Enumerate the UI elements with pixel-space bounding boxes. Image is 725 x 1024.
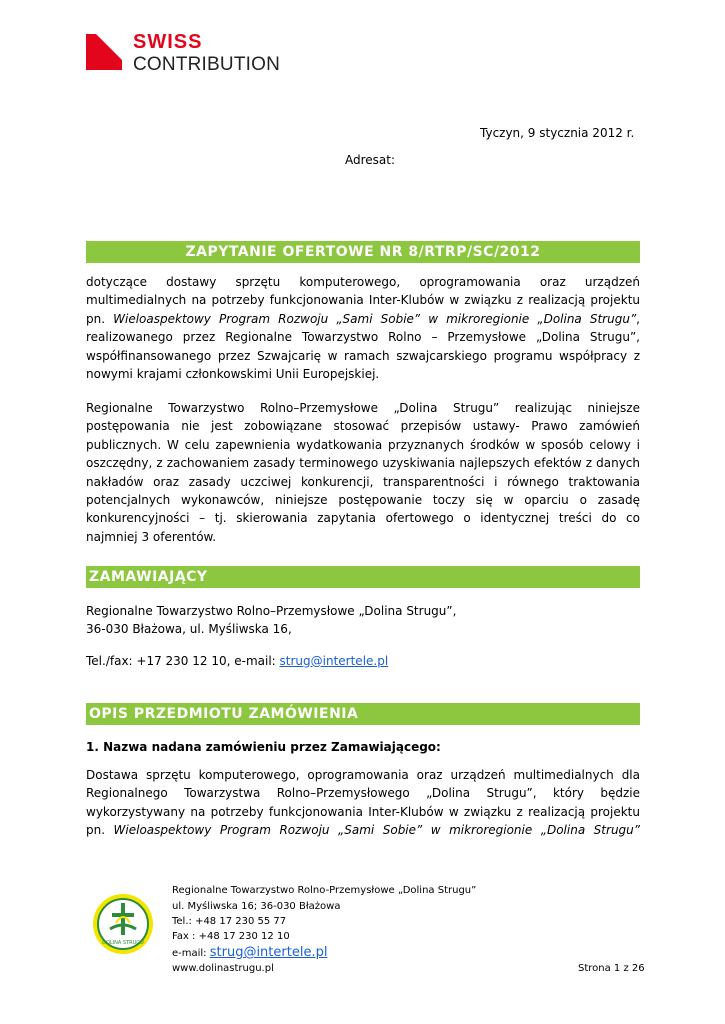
paragraph-line: pn. Wieloaspektowy Program Rozwoju „Sami Sobie” w mikroregionie „Dolina Strugu”,: [86, 311, 640, 326]
footer-email: e-mail: strug@intertele.pl: [172, 945, 328, 960]
dolina-strugu-seal-icon: [92, 893, 154, 955]
paragraph-line: multimedialnych na potrzeby funkcjonowania Inter-Klubów w związku z realizacją projektu: [86, 293, 640, 308]
swiss-contribution-logo-icon: [86, 34, 122, 70]
contracting-authority-details: [86, 602, 640, 670]
subheading-order-name: 1. Nazwa nadana zamówieniu przez Zamawiającego:: [86, 740, 441, 754]
section-heading-opis: OPIS PRZEDMIOTU ZAMÓWIENIA: [86, 703, 640, 725]
svg-text:DOLINA STRUGU: DOLINA STRUGU: [102, 940, 144, 946]
footer-website[interactable]: www.dolinastrugu.pl: [172, 963, 274, 974]
paragraph-line: współfinansowanego przez Szwajcarię w ramach szwajcarskiego programu współpracy z: [86, 348, 640, 363]
section-heading-zamawiajacy: ZAMAWIAJĄCY: [86, 566, 640, 588]
page-number: Strona 1 z 26: [578, 963, 645, 974]
authority-address: 36-030 Błażowa, ul. Myśliwska 16,: [86, 622, 292, 637]
logo-text-swiss: SWISS: [133, 31, 203, 53]
authority-name: Regionalne Towarzystwo Rolno–Przemysłowe „Dolina Strugu”,: [86, 604, 457, 618]
paragraph-line: Regionalnego Towarzystwa Rolno–Przemysłowego „Dolina Strugu”, który będzie: [86, 786, 640, 801]
paragraph-line: Regionalne Towarzystwo Rolno–Przemysłowe „Dolina Strugu” realizując niniejsze: [86, 401, 640, 415]
project-name: Wieloaspektowy Program Rozwoju „Sami Sobie” w mikroregionie „Dolina Strugu”: [113, 311, 637, 326]
paragraph-line: konkurencyjności – tj. skierowania zapytania ofertowego o identycznej treści do co: [86, 511, 640, 526]
paragraph-line: nowymi krajami członkowskimi Unii Europejskiej.: [86, 366, 380, 381]
footer-organization: Regionalne Towarzystwo Rolno-Przemysłowe „Dolina Strugu”: [172, 885, 477, 896]
project-name: Wieloaspektowy Program Rozwoju „Sami Sobie” w mikroregionie „Dolina Strugu”: [113, 823, 640, 838]
intro-paragraph: [86, 273, 640, 383]
paragraph-line: dotyczące dostawy sprzętu komputerowego, oprogramowania oraz urządzeń: [86, 275, 640, 289]
paragraph-line: najmniej 3 oferentów.: [86, 529, 217, 544]
paragraph-line: postępowania nie jest zobowiązane stosować przepisów ustawy- Prawo zamówień: [86, 419, 640, 434]
paragraph-line: oszczędny, z zachowaniem zasady terminowego uzyskiwania najlepszych efektów z danych: [86, 456, 640, 471]
footer-address: ul. Myśliwska 16; 36-030 Błażowa: [172, 901, 341, 912]
logo-text-contribution: CONTRIBUTION: [133, 54, 281, 75]
order-description-paragraph: [86, 766, 640, 840]
footer-email-link[interactable]: strug@intertele.pl: [209, 945, 328, 960]
procedure-paragraph: [86, 399, 640, 546]
addressee-label: Adresat:: [345, 153, 396, 167]
document-title: ZAPYTANIE OFERTOWE NR 8/RTRP/SC/2012: [86, 241, 640, 263]
document-date: Tyczyn, 9 stycznia 2012 r.: [480, 126, 635, 140]
email-link[interactable]: strug@intertele.pl: [279, 653, 389, 668]
authority-contact: Tel./fax: +17 230 12 10, e-mail: strug@intertele.pl: [86, 653, 389, 668]
paragraph-line: potencjalnych wykonawców, niniejsze postępowanie toczy się w oparciu o zasadę: [86, 492, 640, 507]
paragraph-line: publicznych. W celu zapewnienia wydatkowania przyznanych środków w sposób celowy i: [86, 437, 640, 452]
paragraph-line: pn. Wieloaspektowy Program Rozwoju „Sami Sobie” w mikroregionie „Dolina Strugu”: [86, 823, 640, 838]
paragraph-line: wykorzystywany na potrzeby funkcjonowania Inter-Klubów w związku z realizacją projektu: [86, 804, 640, 819]
footer-phone: Tel.: +48 17 230 55 77: [172, 916, 287, 927]
paragraph-line: Dostawa sprzętu komputerowego, oprogramowania oraz urządzeń multimedialnych dla: [86, 768, 640, 782]
footer-fax: Fax : +48 17 230 12 10: [172, 931, 290, 942]
paragraph-line: realizowanego przez Regionalne Towarzystwo Rolno – Przemysłowe „Dolina Strugu”,: [86, 330, 640, 345]
paragraph-line: nakładów oraz zasady uczciwej konkurencji, transparentności i równego traktowania: [86, 474, 640, 489]
